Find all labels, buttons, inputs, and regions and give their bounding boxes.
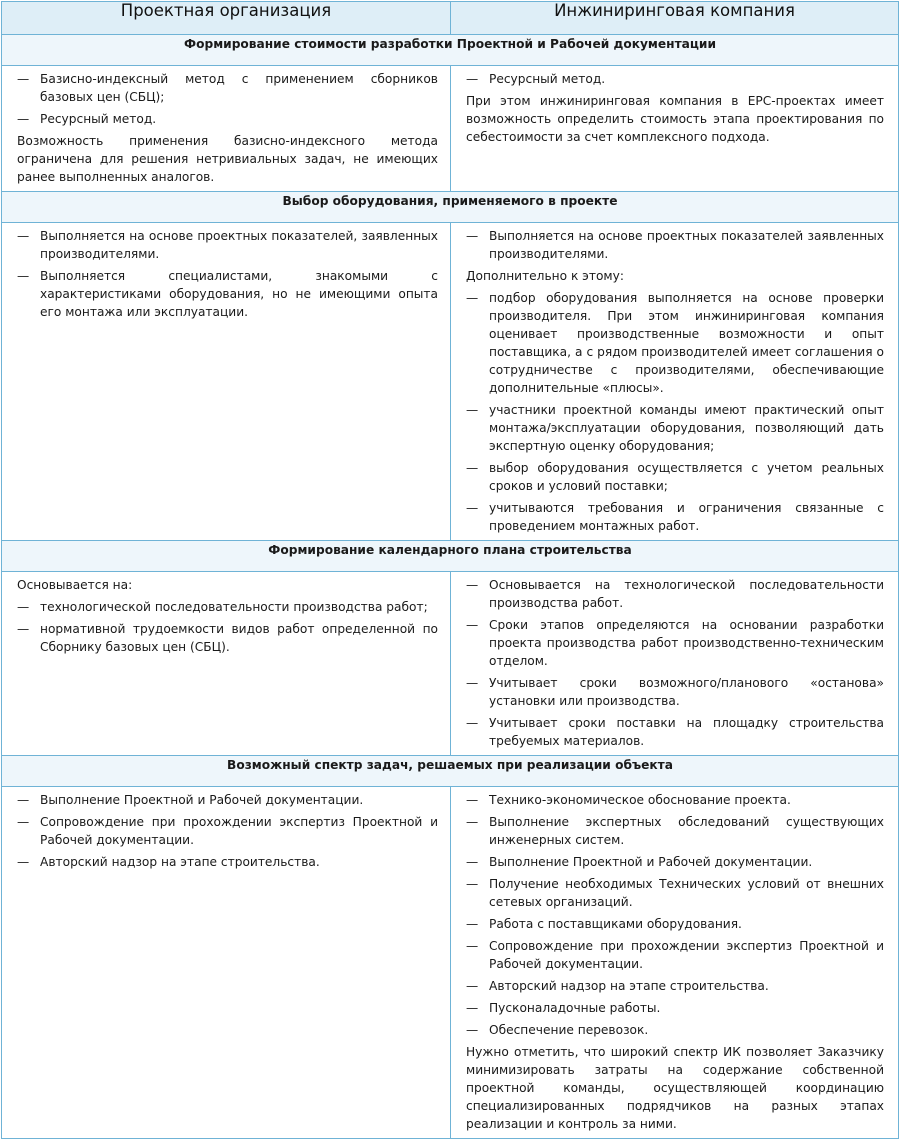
em-dash-bullet-icon: — (17, 229, 30, 243)
section-content-row (2, 66, 899, 192)
list-item-text: Сроки этапов определяются на основании разработки проекта производства работ производственно-техническим отделом. (489, 618, 884, 668)
section-content-row (2, 787, 899, 1139)
section-content-row (2, 223, 899, 541)
engineering-company-cell (451, 66, 899, 192)
em-dash-bullet-icon: — (466, 855, 479, 869)
section-header-row (2, 756, 899, 787)
paragraph: Нужно отметить, что широкий спектр ИК позволяет Заказчику минимизировать затраты на содержание собственной проектной команды, осуществляющей координацию специализированных подрядчиков на разных этапах реализации и контроль за ними. (466, 1045, 884, 1131)
em-dash-bullet-icon: — (466, 291, 479, 305)
em-dash-bullet-icon: — (466, 403, 479, 417)
list-item (466, 977, 884, 995)
list-item-text: Пусконаладочные работы. (489, 1001, 661, 1015)
em-dash-bullet-icon: — (17, 622, 30, 636)
em-dash-bullet-icon: — (466, 501, 479, 515)
list-item (466, 875, 884, 911)
section-title: Выбор оборудования, применяемого в проекте (2, 192, 899, 223)
list-item (17, 620, 438, 656)
list-item-text: Базисно-индексный метод с применением сборников базовых цен (СБЦ); (40, 72, 438, 104)
paragraph: Возможность применения базисно-индексного метода ограничена для решения нетривиальных задач, не имеющих ранее выполненных аналогов. (17, 134, 438, 184)
list-item (466, 289, 884, 397)
list-item-text: Технико-экономическое обоснование проекта. (489, 793, 791, 807)
list-item-text: Выполняется на основе проектных показателей заявленных производителями. (489, 229, 884, 261)
em-dash-bullet-icon: — (466, 877, 479, 891)
design-org-cell (2, 572, 451, 756)
list-item (17, 813, 438, 849)
list-item (466, 1021, 884, 1039)
paragraph: Дополнительно к этому: (466, 269, 624, 283)
list-item-text: нормативной трудоемкости видов работ определенной по Сборнику базовых цен (СБЦ). (40, 622, 438, 654)
list-item (17, 598, 438, 616)
list-item-text: Ресурсный метод. (40, 112, 157, 126)
em-dash-bullet-icon: — (466, 716, 479, 730)
list-item-text: Ресурсный метод. (489, 72, 606, 86)
list-item (466, 227, 884, 263)
em-dash-bullet-icon: — (17, 269, 30, 283)
em-dash-bullet-icon: — (17, 793, 30, 807)
table-body (2, 35, 899, 1139)
list-item (466, 937, 884, 973)
em-dash-bullet-icon: — (466, 917, 479, 931)
section-header-row (2, 192, 899, 223)
list-item (466, 674, 884, 710)
column-header-row (2, 2, 899, 35)
list-item (466, 459, 884, 495)
list-item-text: Авторский надзор на этапе строительства. (489, 979, 769, 993)
list-item (466, 714, 884, 750)
section-header-row (2, 35, 899, 66)
list-item-text: Работа с поставщиками оборудования. (489, 917, 742, 931)
list-item (466, 616, 884, 670)
list-item-text: Выполняется на основе проектных показателей, заявленных производителями. (40, 229, 438, 261)
em-dash-bullet-icon: — (17, 112, 30, 126)
list-item-text: Учитывает сроки поставки на площадку строительства требуемых материалов. (489, 716, 884, 748)
comparison-table (1, 1, 899, 1139)
design-org-cell (2, 787, 451, 1139)
list-item-text: подбор оборудования выполняется на основе проверки производителя. При этом инжиниринговая компания оценивает производственные возможности и опыт поставщика, а с рядом производителей имеет соглашения о сотрудничестве с производителями, обеспечивающие дополнительные «плюсы». (489, 291, 884, 395)
column-header-engineering-company: Инжиниринговая компания (451, 2, 899, 35)
em-dash-bullet-icon: — (466, 815, 479, 829)
list-item (466, 499, 884, 535)
list-item (17, 110, 438, 128)
list-item-text: Авторский надзор на этапе строительства. (40, 855, 320, 869)
engineering-company-cell (451, 787, 899, 1139)
engineering-company-cell (451, 572, 899, 756)
em-dash-bullet-icon: — (466, 229, 479, 243)
list-item-text: Обеспечение перевозок. (489, 1023, 649, 1037)
section-title: Формирование календарного плана строительства (2, 541, 899, 572)
section-title: Формирование стоимости разработки Проектной и Рабочей документации (2, 35, 899, 66)
em-dash-bullet-icon: — (466, 1001, 479, 1015)
em-dash-bullet-icon: — (17, 72, 30, 86)
list-item-text: Сопровождение при прохождении экспертиз Проектной и Рабочей документации. (489, 939, 884, 971)
paragraph: Основывается на: (17, 578, 133, 592)
em-dash-bullet-icon: — (466, 618, 479, 632)
paragraph: При этом инжиниринговая компания в EPC-проектах имеет возможность определить стоимость этапа проектирования по себестоимости за счет комплексного подхода. (466, 94, 884, 144)
em-dash-bullet-icon: — (17, 815, 30, 829)
list-item-text: учитываются требования и ограничения связанные с проведением монтажных работ. (489, 501, 884, 533)
em-dash-bullet-icon: — (466, 979, 479, 993)
em-dash-bullet-icon: — (466, 72, 479, 86)
design-org-cell (2, 66, 451, 192)
list-item (17, 227, 438, 263)
em-dash-bullet-icon: — (17, 855, 30, 869)
em-dash-bullet-icon: — (466, 939, 479, 953)
engineering-company-cell (451, 223, 899, 541)
column-header-design-org: Проектная организация (2, 2, 451, 35)
section-header-row (2, 541, 899, 572)
list-item-text: выбор оборудования осуществляется с учетом реальных сроков и условий поставки; (489, 461, 884, 493)
list-item (466, 999, 884, 1017)
list-item (466, 70, 884, 88)
section-title: Возможный спектр задач, решаемых при реализации объекта (2, 756, 899, 787)
em-dash-bullet-icon: — (466, 461, 479, 475)
list-item-text: Выполнение Проектной и Рабочей документации. (489, 855, 813, 869)
design-org-cell (2, 223, 451, 541)
list-item (17, 791, 438, 809)
list-item-text: Выполнение экспертных обследований существующих инженерных систем. (489, 815, 884, 847)
section-content-row (2, 572, 899, 756)
list-item-text: участники проектной команды имеют практический опыт монтажа/эксплуатации оборудования, позволяющий дать экспертную оценку оборудования; (489, 403, 884, 453)
em-dash-bullet-icon: — (17, 600, 30, 614)
em-dash-bullet-icon: — (466, 793, 479, 807)
list-item-text: Учитывает сроки возможного/планового «останова» установки или производства. (489, 676, 884, 708)
list-item (17, 70, 438, 106)
list-item-text: Сопровождение при прохождении экспертиз Проектной и Рабочей документации. (40, 815, 438, 847)
list-item (17, 853, 438, 871)
list-item (17, 267, 438, 321)
list-item (466, 576, 884, 612)
list-item (466, 915, 884, 933)
list-item-text: Выполняется специалистами, знакомыми с характеристиками оборудования, но не имеющими опыта его монтажа или эксплуатации. (40, 269, 438, 319)
list-item-text: Основывается на технологической последовательности производства работ. (489, 578, 884, 610)
em-dash-bullet-icon: — (466, 578, 479, 592)
list-item (466, 401, 884, 455)
list-item-text: Выполнение Проектной и Рабочей документации. (40, 793, 364, 807)
list-item (466, 791, 884, 809)
em-dash-bullet-icon: — (466, 676, 479, 690)
list-item-text: Получение необходимых Технических условий от внешних сетевых организаций. (489, 877, 884, 909)
list-item (466, 813, 884, 849)
list-item (466, 853, 884, 871)
em-dash-bullet-icon: — (466, 1023, 479, 1037)
list-item-text: технологической последовательности производства работ; (40, 600, 428, 614)
